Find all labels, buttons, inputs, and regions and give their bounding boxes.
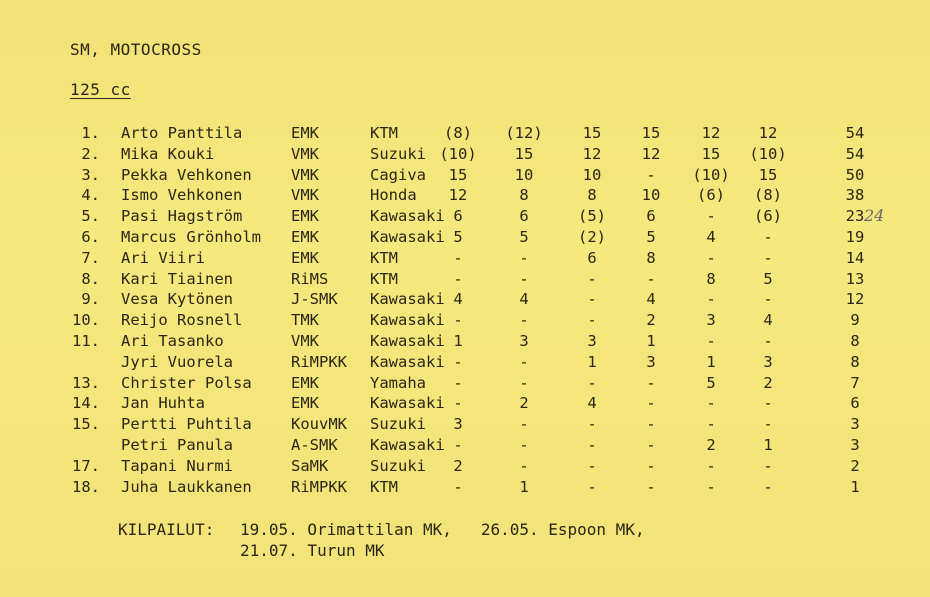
position-cell: 8. bbox=[81, 269, 100, 288]
race-points-cell: - bbox=[587, 290, 597, 309]
race-points-cell: 8 bbox=[587, 186, 597, 205]
table-row bbox=[0, 436, 930, 456]
race-points-cell: - bbox=[587, 269, 597, 288]
race-points-cell: (5) bbox=[578, 207, 606, 226]
race-points-cell: 12 bbox=[758, 124, 778, 142]
bike-cell: KTM bbox=[370, 477, 398, 496]
table-row bbox=[0, 207, 930, 227]
race-points-cell: - bbox=[763, 332, 773, 350]
race-points-cell: 12 bbox=[641, 144, 661, 163]
bike-cell: Suzuki bbox=[370, 415, 426, 434]
bike-cell: KTM bbox=[370, 248, 398, 267]
club-cell: EMK bbox=[291, 124, 319, 142]
total-points-cell: 14 bbox=[845, 248, 865, 267]
rider-name-cell: Reijo Rosnell bbox=[121, 311, 243, 330]
race-points-cell: 12 bbox=[582, 144, 602, 163]
club-cell: VMK bbox=[291, 186, 319, 205]
race-points-cell: - bbox=[453, 248, 463, 267]
position-cell: 4. bbox=[81, 186, 100, 205]
race-points-cell: 15 bbox=[448, 165, 468, 184]
table-row bbox=[0, 145, 930, 165]
race-points-cell: 15 bbox=[701, 144, 721, 163]
race-points-cell: - bbox=[453, 373, 463, 392]
total-points-cell: 9 bbox=[850, 311, 860, 330]
race-points-cell: - bbox=[646, 477, 656, 496]
club-cell: VMK bbox=[291, 332, 319, 350]
total-points-cell: 54 bbox=[845, 144, 865, 163]
race-points-cell: 4 bbox=[763, 311, 773, 330]
rider-name-cell: Christer Polsa bbox=[121, 373, 252, 392]
race-points-cell: - bbox=[587, 436, 597, 454]
race-points-cell: 8 bbox=[646, 248, 656, 267]
club-cell: RiMPKK bbox=[291, 477, 347, 496]
race-points-cell: - bbox=[587, 373, 597, 392]
bike-cell: Kawasaki bbox=[370, 332, 445, 350]
race-points-cell: 15 bbox=[582, 124, 602, 142]
race-points-cell: - bbox=[519, 415, 529, 434]
bike-cell: Kawasaki bbox=[370, 352, 445, 371]
total-points-cell: 1 bbox=[850, 477, 860, 496]
page-title: SM, MOTOCROSS bbox=[70, 40, 202, 59]
race-points-cell: - bbox=[706, 332, 716, 350]
position-cell: 17. bbox=[72, 456, 100, 475]
race-points-cell: 4 bbox=[453, 290, 463, 309]
rider-name-cell: Ari Viiri bbox=[121, 248, 205, 267]
race-points-cell: 5 bbox=[646, 228, 656, 246]
total-points-cell: 54 bbox=[845, 124, 865, 142]
total-points-cell: 6 bbox=[850, 394, 860, 413]
race-points-cell: 2 bbox=[706, 436, 716, 454]
rider-name-cell: Vesa Kytönen bbox=[121, 290, 233, 309]
race-points-cell: 12 bbox=[448, 186, 468, 205]
race-points-cell: - bbox=[646, 165, 656, 184]
race-points-cell: 4 bbox=[646, 290, 656, 309]
table-row bbox=[0, 124, 930, 144]
race-points-cell: - bbox=[519, 373, 529, 392]
bike-cell: Yamaha bbox=[370, 373, 426, 392]
race-points-cell: 6 bbox=[587, 248, 597, 267]
club-cell: EMK bbox=[291, 228, 319, 246]
race-points-cell: - bbox=[453, 394, 463, 413]
race-points-cell: - bbox=[519, 269, 529, 288]
race-points-cell: - bbox=[453, 269, 463, 288]
race-points-cell: 15 bbox=[758, 165, 778, 184]
rider-name-cell: Juha Laukkanen bbox=[121, 477, 252, 496]
race-points-cell: (6) bbox=[754, 207, 782, 226]
position-cell: 11. bbox=[72, 332, 100, 350]
race-points-cell: - bbox=[453, 352, 463, 371]
total-points-cell: 50 bbox=[845, 165, 865, 184]
club-cell: J-SMK bbox=[291, 290, 338, 309]
race-points-cell: 3 bbox=[706, 311, 716, 330]
race-points-cell: - bbox=[646, 415, 656, 434]
race-points-cell: 3 bbox=[646, 352, 656, 371]
race-points-cell: - bbox=[453, 436, 463, 454]
race-points-cell: 1 bbox=[587, 352, 597, 371]
rider-name-cell: Kari Tiainen bbox=[121, 269, 233, 288]
race-points-cell: 2 bbox=[763, 373, 773, 392]
bike-cell: KTM bbox=[370, 124, 398, 142]
table-row bbox=[0, 353, 930, 373]
race-points-cell: 2 bbox=[453, 456, 463, 475]
race-points-cell: - bbox=[646, 436, 656, 454]
total-points-cell: 2 bbox=[850, 456, 860, 475]
race-points-cell: 10 bbox=[582, 165, 602, 184]
race-points-cell: - bbox=[706, 394, 716, 413]
club-cell: A-SMK bbox=[291, 436, 338, 454]
race-points-cell: - bbox=[763, 456, 773, 475]
race-points-cell: 2 bbox=[646, 311, 656, 330]
table-row bbox=[0, 457, 930, 477]
race-points-cell: - bbox=[453, 477, 463, 496]
table-row bbox=[0, 332, 930, 352]
race-points-cell: 4 bbox=[706, 228, 716, 246]
race-points-cell: - bbox=[763, 394, 773, 413]
club-cell: TMK bbox=[291, 311, 319, 330]
race-points-cell: (6) bbox=[697, 186, 725, 205]
table-row bbox=[0, 270, 930, 290]
race-points-cell: 1 bbox=[453, 332, 463, 350]
race-points-cell: 10 bbox=[641, 186, 661, 205]
race-points-cell: - bbox=[706, 207, 716, 226]
total-points-cell: 12 bbox=[845, 290, 865, 309]
total-points-cell: 19 bbox=[845, 228, 865, 246]
table-row bbox=[0, 249, 930, 269]
race-points-cell: 1 bbox=[519, 477, 529, 496]
race-points-cell: 3 bbox=[587, 332, 597, 350]
position-cell: 3. bbox=[81, 165, 100, 184]
club-cell: EMK bbox=[291, 248, 319, 267]
race-points-cell: - bbox=[706, 415, 716, 434]
table-row bbox=[0, 415, 930, 435]
total-points-cell: 3 bbox=[850, 436, 860, 454]
bike-cell: Kawasaki bbox=[370, 436, 445, 454]
race-points-cell: 1 bbox=[763, 436, 773, 454]
club-cell: KouvMK bbox=[291, 415, 347, 434]
race-points-cell: - bbox=[519, 248, 529, 267]
position-cell: 14. bbox=[72, 394, 100, 413]
position-cell: 18. bbox=[72, 477, 100, 496]
position-cell: 13. bbox=[72, 373, 100, 392]
rider-name-cell: Jan Huhta bbox=[121, 394, 205, 413]
race-points-cell: 12 bbox=[701, 124, 721, 142]
rider-name-cell: Pasi Hagström bbox=[121, 207, 243, 226]
race-points-cell: - bbox=[519, 456, 529, 475]
race-points-cell: 4 bbox=[587, 394, 597, 413]
race-points-cell: 15 bbox=[514, 144, 534, 163]
race-points-cell: - bbox=[587, 477, 597, 496]
total-points-cell: 23 bbox=[845, 207, 865, 226]
race-points-cell: 6 bbox=[646, 207, 656, 226]
rider-name-cell: Mika Kouki bbox=[121, 144, 215, 163]
bike-cell: Kawasaki bbox=[370, 207, 445, 226]
table-row bbox=[0, 478, 930, 498]
race-points-cell: (10) bbox=[749, 144, 787, 163]
total-points-cell: 8 bbox=[850, 332, 860, 350]
race-points-cell: - bbox=[587, 415, 597, 434]
club-cell: SaMK bbox=[291, 456, 329, 475]
race-points-cell: 3 bbox=[519, 332, 529, 350]
club-cell: EMK bbox=[291, 373, 319, 392]
club-cell: VMK bbox=[291, 165, 319, 184]
position-cell: 5. bbox=[81, 207, 100, 226]
races-label: KILPAILUT: bbox=[118, 520, 215, 539]
rider-name-cell: Jyri Vuorela bbox=[121, 352, 233, 371]
rider-name-cell: Tapani Nurmi bbox=[121, 456, 233, 475]
race-points-cell: - bbox=[453, 311, 463, 330]
race-points-cell: - bbox=[763, 228, 773, 246]
race-points-cell: - bbox=[587, 311, 597, 330]
race-points-cell: - bbox=[706, 456, 716, 475]
position-cell: 9. bbox=[81, 290, 100, 309]
race-points-cell: 5 bbox=[453, 228, 463, 246]
bike-cell: Kawasaki bbox=[370, 394, 445, 413]
race-points-cell: 4 bbox=[519, 290, 529, 309]
total-points-cell: 3 bbox=[850, 415, 860, 434]
table-row bbox=[0, 166, 930, 186]
race-points-cell: 1 bbox=[706, 352, 716, 371]
position-cell: 6. bbox=[81, 228, 100, 246]
rider-name-cell: Arto Panttila bbox=[121, 124, 243, 142]
rider-name-cell: Marcus Grönholm bbox=[121, 228, 261, 246]
table-row bbox=[0, 290, 930, 310]
race-points-cell: (8) bbox=[754, 186, 782, 205]
race-points-cell: 3 bbox=[763, 352, 773, 371]
race-points-cell: - bbox=[763, 477, 773, 496]
race-points-cell: 6 bbox=[453, 207, 463, 226]
position-cell: 10. bbox=[72, 311, 100, 330]
club-cell: RiMS bbox=[291, 269, 329, 288]
rider-name-cell: Pekka Vehkonen bbox=[121, 165, 252, 184]
race-points-cell: 10 bbox=[514, 165, 534, 184]
club-cell: EMK bbox=[291, 394, 319, 413]
race-points-cell: 6 bbox=[519, 207, 529, 226]
race-points-cell: 8 bbox=[706, 269, 716, 288]
bike-cell: KTM bbox=[370, 269, 398, 288]
race-points-cell: - bbox=[763, 248, 773, 267]
race-points-cell: - bbox=[519, 436, 529, 454]
table-row bbox=[0, 186, 930, 206]
bike-cell: Honda bbox=[370, 186, 417, 205]
race-points-cell: (10) bbox=[439, 144, 477, 163]
race-points-cell: - bbox=[646, 373, 656, 392]
table-row bbox=[0, 374, 930, 394]
bike-cell: Kawasaki bbox=[370, 290, 445, 309]
club-cell: VMK bbox=[291, 144, 319, 163]
total-points-cell: 38 bbox=[845, 186, 865, 205]
race-points-cell: (10) bbox=[692, 165, 730, 184]
race-points-cell: - bbox=[763, 290, 773, 309]
table-row bbox=[0, 311, 930, 331]
rider-name-cell: Ari Tasanko bbox=[121, 332, 224, 350]
club-cell: RiMPKK bbox=[291, 352, 347, 371]
class-label: 125 cc bbox=[70, 80, 131, 99]
race-points-cell: 15 bbox=[641, 124, 661, 142]
position-cell: 15. bbox=[72, 415, 100, 434]
total-points-cell: 7 bbox=[850, 373, 860, 392]
race-points-cell: 2 bbox=[519, 394, 529, 413]
race-points-cell: - bbox=[519, 352, 529, 371]
bike-cell: Kawasaki bbox=[370, 228, 445, 246]
table-row bbox=[0, 394, 930, 414]
race-points-cell: - bbox=[519, 311, 529, 330]
race-points-cell: 8 bbox=[519, 186, 529, 205]
race-points-cell: - bbox=[587, 456, 597, 475]
race-points-cell: - bbox=[706, 477, 716, 496]
position-cell: 7. bbox=[81, 248, 100, 267]
position-cell: 1. bbox=[81, 124, 100, 142]
race-points-cell: (12) bbox=[505, 124, 543, 142]
race-points-cell: - bbox=[706, 248, 716, 267]
race-points-cell: - bbox=[646, 456, 656, 475]
race-points-cell: - bbox=[706, 290, 716, 309]
rider-name-cell: Ismo Vehkonen bbox=[121, 186, 243, 205]
race-points-cell: 5 bbox=[519, 228, 529, 246]
race-points-cell: - bbox=[763, 415, 773, 434]
show-through-text bbox=[760, 6, 768, 21]
position-cell: 2. bbox=[81, 144, 100, 163]
race-points-cell: 3 bbox=[453, 415, 463, 434]
table-row bbox=[0, 228, 930, 248]
races-line-2: 21.07. Turun MK bbox=[240, 541, 385, 560]
total-points-cell: 8 bbox=[850, 352, 860, 371]
total-points-cell: 13 bbox=[845, 269, 865, 288]
race-points-cell: (8) bbox=[444, 124, 472, 142]
race-points-cell: - bbox=[646, 394, 656, 413]
bike-cell: Suzuki bbox=[370, 456, 426, 475]
rider-name-cell: Petri Panula bbox=[121, 436, 233, 454]
races-line-1: 19.05. Orimattilan MK, 26.05. Espoon MK, bbox=[240, 520, 645, 539]
race-points-cell: 5 bbox=[763, 269, 773, 288]
handwritten-correction: 24 bbox=[864, 206, 885, 226]
bike-cell: Cagiva bbox=[370, 165, 426, 184]
bike-cell: Kawasaki bbox=[370, 311, 445, 330]
club-cell: EMK bbox=[291, 207, 319, 226]
race-points-cell: - bbox=[646, 269, 656, 288]
race-points-cell: (2) bbox=[578, 228, 606, 246]
race-points-cell: 5 bbox=[706, 373, 716, 392]
rider-name-cell: Pertti Puhtila bbox=[121, 415, 252, 434]
bike-cell: Suzuki bbox=[370, 144, 426, 163]
race-points-cell: 1 bbox=[646, 332, 656, 350]
